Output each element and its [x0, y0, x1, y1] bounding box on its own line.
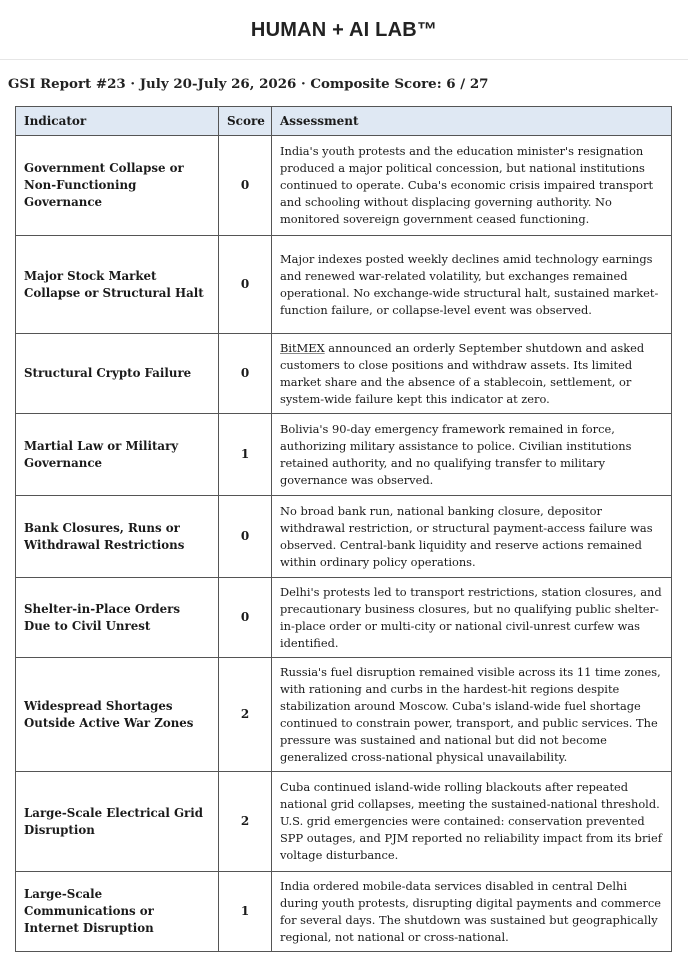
- gsi-table: [15, 106, 672, 952]
- score-cell: 0: [219, 236, 272, 334]
- assessment-cell: [272, 334, 672, 414]
- indicator-cell: Major Stock Market Collapse or Structural Halt: [16, 236, 219, 334]
- assessment-cell: Delhi's protests led to transport restrictions, station closures, and precautionary business closures, but no qualifying public shelter-in-place order or multi-city or national civil-unrest curfew was identified.: [272, 578, 672, 658]
- table-row: [16, 772, 672, 872]
- report-title: GSI Report #23 · July 20-July 26, 2026 · Composite Score: 6 / 27: [8, 76, 489, 92]
- table-row: [16, 136, 672, 236]
- table-row: [16, 414, 672, 496]
- assessment-cell: Russia's fuel disruption remained visible across its 11 time zones, with rationing and curbs in the hardest-hit regions despite stabilization around Moscow. Cuba's island-wide fuel shortage continued to constrain power, transport, and public services. The pressure was sustained and national but did not become generalized cross-national physical unavailability.: [272, 658, 672, 772]
- indicator-cell: Widespread Shortages Outside Active War Zones: [16, 658, 219, 772]
- indicator-cell: Large-Scale Electrical Grid Disruption: [16, 772, 219, 872]
- table-row: [16, 496, 672, 578]
- table-row: [16, 236, 672, 334]
- indicator-cell: Structural Crypto Failure: [16, 334, 219, 414]
- assessment-cell: Bolivia's 90-day emergency framework remained in force, authorizing military assistance to police. Civilian institutions retained authority, and no qualifying transfer to military governance was observed.: [272, 414, 672, 496]
- score-cell: 1: [219, 872, 272, 952]
- score-cell: 1: [219, 414, 272, 496]
- assessment-cell: India ordered mobile-data services disabled in central Delhi during youth protests, disrupting digital payments and commerce for several days. The shutdown was sustained but geographically regional, not national or cross-national.: [272, 872, 672, 952]
- indicator-cell: Large-Scale Communications or Internet Disruption: [16, 872, 219, 952]
- column-header-assessment: Assessment: [272, 107, 672, 136]
- score-cell: 0: [219, 578, 272, 658]
- assessment-cell: Cuba continued island-wide rolling blackouts after repeated national grid collapses, meeting the sustained-national threshold. U.S. grid emergencies were contained: conservation prevented SPP outages, and PJM reported no reliability impact from its brief voltage disturbance.: [272, 772, 672, 872]
- table-header-row: [16, 107, 672, 136]
- indicator-cell: Bank Closures, Runs or Withdrawal Restrictions: [16, 496, 219, 578]
- score-cell: 0: [219, 136, 272, 236]
- assessment-cell: Major indexes posted weekly declines amid technology earnings and renewed war-related volatility, but exchanges remained operational. No exchange-wide structural halt, sustained market-function failure, or collapse-level event was observed.: [272, 236, 672, 334]
- score-cell: 2: [219, 772, 272, 872]
- indicator-cell: Shelter-in-Place Orders Due to Civil Unrest: [16, 578, 219, 658]
- table-row: [16, 872, 672, 952]
- table-row: [16, 578, 672, 658]
- score-cell: 0: [219, 334, 272, 414]
- assessment-text: announced an orderly September shutdown and asked customers to close positions and withdraw assets. Its limited market share and the absence of a stablecoin, settlement, or system-wide failure kept this indicator at zero.: [280, 340, 645, 406]
- assessment-cell: India's youth protests and the education minister's resignation produced a major political concession, but national institutions continued to operate. Cuba's economic crisis impaired transport and schooling without displacing governing authority. No monitored sovereign government ceased functioning.: [272, 136, 672, 236]
- bitmex-link-text: BitMEX: [280, 340, 325, 355]
- table-row: [16, 334, 672, 414]
- top-bar: [0, 0, 688, 60]
- column-header-indicator: Indicator: [16, 107, 219, 136]
- column-header-score: Score: [219, 107, 272, 136]
- assessment-cell: No broad bank run, national banking closure, depositor withdrawal restriction, or structural payment-access failure was observed. Central-bank liquidity and reserve actions remained within ordinary policy operations.: [272, 496, 672, 578]
- indicator-cell: Government Collapse or Non-Functioning Governance: [16, 136, 219, 236]
- table-row: [16, 658, 672, 772]
- score-cell: 0: [219, 496, 272, 578]
- indicator-cell: Martial Law or Military Governance: [16, 414, 219, 496]
- score-cell: 2: [219, 658, 272, 772]
- brand-title: HUMAN + AI LAB™: [250, 19, 438, 41]
